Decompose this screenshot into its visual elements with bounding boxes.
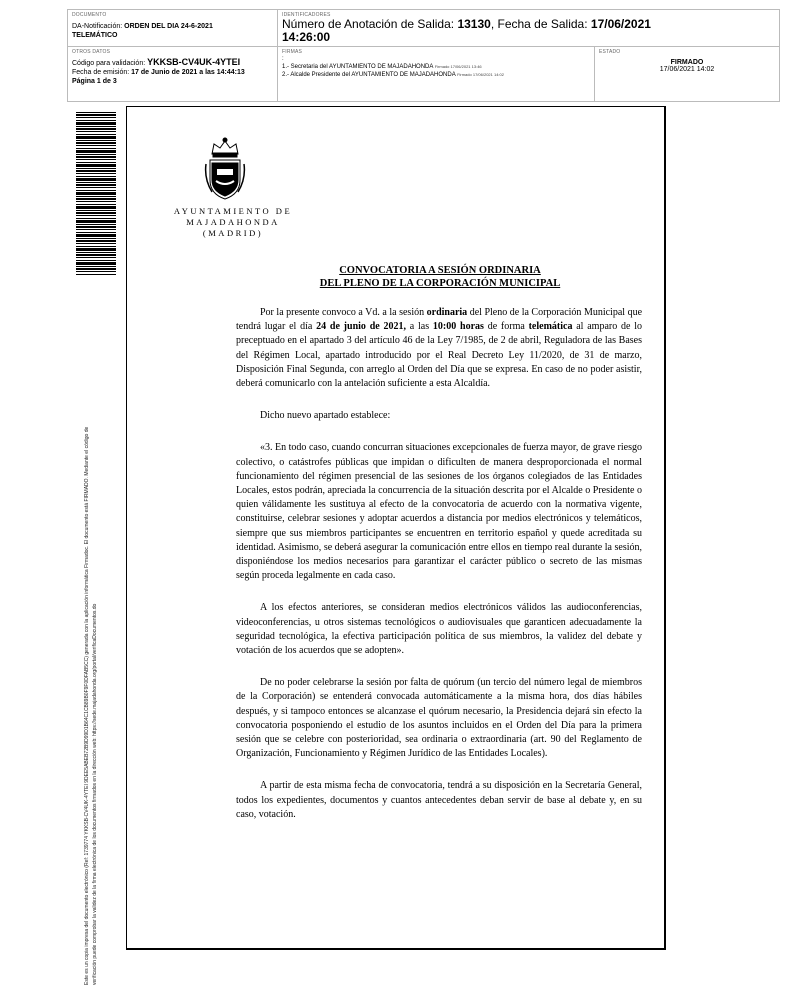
identificadores-caption: IDENTIFICADORES <box>282 12 331 18</box>
firma-2-date: Firmado 17/06/2021 14:02 <box>457 72 504 77</box>
document-title <box>240 264 640 290</box>
hora-salida: 14:26:00 <box>282 30 331 44</box>
estado-date: 17/06/2021 14:02 <box>659 66 715 73</box>
paragraph-4: A los efectos anteriores, se consideran medios electrónicos válidos las audioconferencias, videoconferencias, u otros sistemas tecnológicos o audiovisuales que garanticen adecuadamente la seguridad tecnológica, la efectiva participación política de sus miembros, la validez del debate y votación de los acuerdos que se adopten». <box>236 602 642 657</box>
firmas-caption: FIRMAS <box>282 49 303 55</box>
identificadores-cell <box>278 10 779 47</box>
anotacion-prefix: Número de Anotación de Salida: <box>282 17 458 31</box>
letterhead-line-3: (MADRID) <box>202 228 264 238</box>
document-header <box>67 9 780 102</box>
codigo-label: Código para validación: <box>72 60 148 67</box>
documento-title: ORDEN DEL DIA 24-6-2021 <box>124 23 213 30</box>
paragraph-3: «3. En todo caso, cuando concurran situaciones excepcionales de fuerza mayor, de grave riesgo colectivo, o catástrofes públicas que impidan o dificulten de manera desproporcionada el normal funcionamiento del régimen presencial de las sesiones de los órganos colegiados de las Entidades Locales, estos podrán, apreciada la concurrencia de la situación descrita por el Alcalde o Presidente o quien válidamente les sustituya al efecto de la convocatoria de acuerdo con la normativa vigente, constituirse, celebrar sesiones y adoptar acuerdos a distancia por medios electrónicos y telemáticos, siempre que sus miembros participantes se encuentren en territorio español y quede acreditada su identidad. Asimismo, se deberá asegurar la comunicación entre ellos en tiempo real durante la sesión, disponiéndose los medios necesarios para garantizar el carácter público o secreto de las mismas según proceda legalmente en cada caso. <box>236 442 642 582</box>
firma-2: 2.- Alcalde Presidente del AYUNTAMIENTO DE MAJADAHONDA Firmado 17/06/2021 14:02 <box>282 72 504 78</box>
paragraph-5: De no poder celebrarse la sesión por falta de quórum (un tercio del número legal de miembros de la Corporación) se entenderá convocada automáticamente a la misma hora, dos días hábiles después, y si tampoco entonces se alcanzase el quórum necesario, la Presidencia dejará sin efecto la convocatoria posponiendo el estudio de los asuntos incluidos en el Orden del Día para la primera sesión que se celebre con posterioridad, sea ordinaria o extraordinaria (art. 90 del Reglamento de Organización, Funcionamiento y Régimen Jurídico de las Entidades Locales). <box>236 677 642 760</box>
letterhead-line-1: AYUNTAMIENTO DE <box>173 206 293 216</box>
firmas-cell <box>278 47 595 101</box>
firma-1-date: Firmado 17/06/2021 13:46 <box>434 64 482 69</box>
emision-label: Fecha de emisión: <box>72 69 132 76</box>
estado-value: FIRMADO <box>670 59 704 66</box>
letter-body <box>236 306 642 829</box>
paragraph-2: Dicho nuevo apartado establece: <box>260 410 391 422</box>
paragraph-6: A partir de esta misma fecha de convocatoria, tendrá a su disposición en la Secretaría General, todos los expedientes, documentos y cuantos antecedentes deban servir de base al debate y, en su caso, votación. <box>236 780 642 820</box>
estado-cell <box>595 47 779 101</box>
codigo-value: YKKSB-CV4UK-4YTEI <box>147 57 241 67</box>
barcode <box>76 112 116 275</box>
sidebar-line-2: verificación puede comprobar la validez de la firma electrónica de los documentos firmados en la dirección web: https://sede.majadahonda.org/portal/verificaDocumentos.do <box>92 603 98 985</box>
documento-line2: TELEMÁTICO <box>72 32 118 39</box>
firmas-colon: : <box>282 56 284 62</box>
otros-caption: OTROS DATOS <box>72 49 111 55</box>
documento-cell <box>68 10 278 47</box>
emision-value: 17 de Junio de 2021 a las 14:44:13 <box>131 69 245 76</box>
firma-1: 1.- Secretaria del AYUNTAMIENTO DE MAJADAHONDA Firmado 17/06/2021 13:46 <box>282 64 482 70</box>
documento-caption: DOCUMENTO <box>72 12 107 18</box>
letterhead <box>163 206 303 239</box>
anotacion-number: 13130 <box>457 17 491 31</box>
sidebar-line-1: Este es un copia impresa del documento electrónico (Ref: 1739774 YKKSB-CV4UK-4YTEI 9DEE5ABEB72B9D99D1B64C1CB89B0F9F0DFAB5CC) generada con la aplicación informática Firmadoc. El documento está FIRMADO. Mediante el código de <box>84 426 90 985</box>
paragraph-1: Por la presente convoco a Vd. a la sesión ordinaria del Pleno de la Corporación Municipal que tendrá lugar el día 24 de junio de 2021, a las 10:00 horas de forma telemática al amparo de lo preceptuado en el apartado 3 del artículo 46 de la Ley 7/1985, de 2 de abril, Reguladora de las Bases del Régimen Local, apartado introducido por el Real Decreto Ley 11/2020, de 31 de marzo, Disposición Final Segunda, con arreglo al Orden del Día que se expresa. En caso de no poder asistir, deberá comunicarlo con la antelación suficiente a esta Alcaldía. <box>236 307 643 390</box>
pagina-label: Página 1 de 3 <box>72 78 117 85</box>
fecha-salida: 17/06/2021 <box>590 17 651 31</box>
otros-datos-cell <box>68 47 278 101</box>
title-line-1: CONVOCATORIA A SESIÓN ORDINARIA <box>339 265 541 276</box>
estado-caption: ESTADO <box>599 49 621 55</box>
documento-prefix: DA-Notificación: <box>72 23 125 30</box>
coat-of-arms-icon <box>204 136 246 202</box>
title-line-2: DEL PLENO DE LA CORPORACIÓN MUNICIPAL <box>319 278 561 289</box>
verification-sidebar <box>83 295 99 985</box>
fecha-prefix: , Fecha de Salida: <box>490 17 591 31</box>
letterhead-line-2: MAJADAHONDA <box>186 217 280 227</box>
